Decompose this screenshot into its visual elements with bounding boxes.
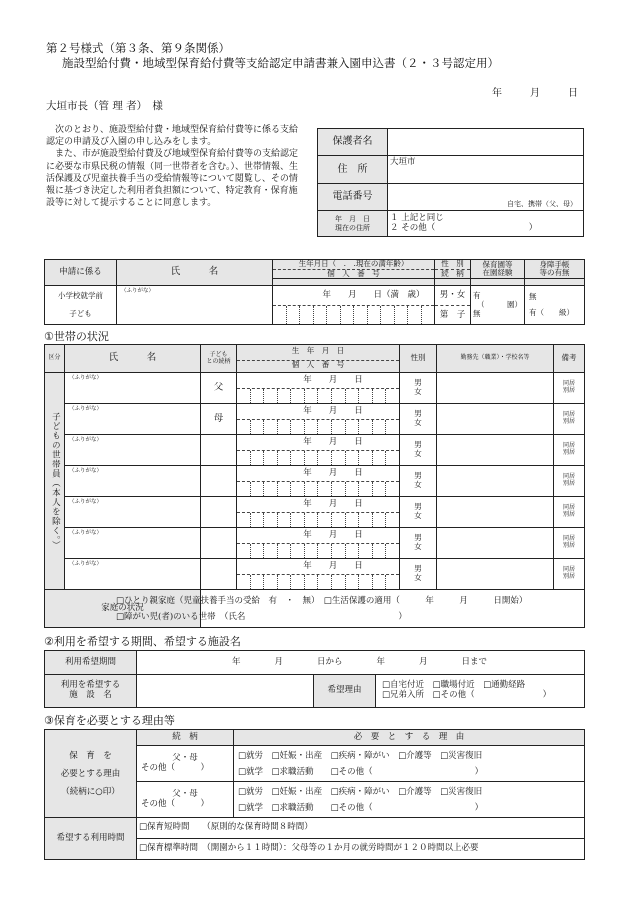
section-need-title: ③保育を必要とする理由等 <box>44 714 175 727</box>
family-status-line-1[interactable]: □ひとり親家庭（児童扶養手当の受給 有 ・ 無） □生活保護の適用（ 年 月 日開始） <box>116 595 528 606</box>
need-rel-1a[interactable]: 父・母 <box>172 752 198 763</box>
member-name-field[interactable] <box>65 497 201 528</box>
member-female[interactable]: 女 <box>414 387 422 396</box>
hours-label: 希望する利用時間 <box>45 818 137 860</box>
notebook-yes[interactable]: 有（ 級） <box>529 308 574 318</box>
member-birth-field[interactable]: 年 月 日 <box>303 561 363 571</box>
guardian-name-label: 保護者名 <box>318 129 388 156</box>
address-label: 住 所 <box>318 156 388 184</box>
family-status-line-2[interactable]: □障がい児(者)のいる世帯 （氏名 ） <box>116 611 407 622</box>
current-address-opt-other[interactable]: ２ その他（ ） <box>390 222 538 233</box>
member-separate[interactable]: 別居 <box>562 449 575 456</box>
period-table <box>44 650 585 708</box>
member-furigana: （ふりがな） <box>69 437 103 443</box>
child-birth-field[interactable]: 年 月 日（満 歳） <box>322 290 425 301</box>
member-rel-field[interactable]: 父 <box>201 373 237 404</box>
period-label: 利用希望期間 <box>45 651 137 675</box>
phone-note: 自宅、携帯（父、母） <box>507 199 577 208</box>
member-male[interactable]: 男 <box>414 502 422 512</box>
member-id-field[interactable] <box>237 512 399 527</box>
member-separate[interactable]: 別居 <box>562 542 575 549</box>
phone-field[interactable] <box>388 184 584 211</box>
member-name-field[interactable] <box>65 373 201 404</box>
member-name-field[interactable] <box>65 466 201 497</box>
facility-label-1: 利用を希望する <box>60 680 121 691</box>
member-same[interactable]: 同居 <box>562 535 575 543</box>
member-work-header: 勤務先（職業）・学校名等 <box>437 345 554 373</box>
member-same[interactable]: 同居 <box>562 380 575 388</box>
exp-yes[interactable]: 有 <box>473 291 481 301</box>
member-rel-header-1: 子ども <box>209 350 228 358</box>
member-birth-field[interactable]: 年 月 日 <box>303 375 363 385</box>
addressee: 大垣市長（管 理 者） 様 <box>46 100 163 112</box>
phone-label: 電話番号 <box>318 184 388 211</box>
member-work-field[interactable] <box>437 373 554 404</box>
child-furigana: （ふりがな） <box>121 288 155 295</box>
exp-header-1: 保育園等 <box>482 259 513 269</box>
date-day: 日 <box>568 88 578 99</box>
member-same[interactable]: 同居 <box>562 442 575 450</box>
child-table <box>44 259 585 325</box>
member-rel-header-2: との続柄 <box>206 357 231 365</box>
member-id-field[interactable] <box>237 419 399 434</box>
member-birth-field[interactable]: 年 月 日 <box>303 437 363 447</box>
member-furigana: （ふりがな） <box>69 561 103 567</box>
reason-line-2[interactable]: □兄弟入所 □その他（ ） <box>382 690 552 700</box>
member-separate[interactable]: 別居 <box>562 573 575 580</box>
member-rel-field[interactable] <box>201 528 237 559</box>
household-side-label: 子どもの世帯員（本人を除く。） <box>50 411 61 551</box>
child-sex-field[interactable]: 男・女 <box>439 290 466 301</box>
member-birth-field[interactable]: 年 月 日 <box>303 499 363 509</box>
need-rel-2b[interactable]: その他（ ） <box>141 798 210 809</box>
member-same[interactable]: 同居 <box>562 504 575 512</box>
current-address-label: 現在の住所 <box>335 223 370 232</box>
date-month: 月 <box>530 88 540 99</box>
guardian-name-field[interactable] <box>388 129 584 156</box>
member-sex-header: 性別 <box>400 345 437 373</box>
member-same[interactable]: 同居 <box>562 566 575 574</box>
household-row <box>45 404 585 435</box>
form-title: 施設型給付費・地域型保育給付費等支給認定申請書兼入園申込書（２・３号認定用） <box>62 56 499 70</box>
member-female[interactable]: 女 <box>414 418 422 427</box>
member-name-field[interactable] <box>65 528 201 559</box>
member-name-field[interactable] <box>65 559 201 590</box>
need-reason-header: 必 要 と す る 理 由 <box>234 730 585 746</box>
member-furigana: （ふりがな） <box>69 499 103 505</box>
member-id-header: 個 人 番 号 <box>237 360 399 370</box>
sex-header: 性 別 <box>441 259 464 268</box>
member-male[interactable]: 男 <box>414 564 422 574</box>
household-row <box>45 497 585 528</box>
reason-line-1[interactable]: □自宅付近 □職場付近 □通勤経路 <box>382 680 526 691</box>
current-address-opt-same[interactable]: １ 上記と同じ <box>390 212 444 223</box>
family-status-label: 家庭の状況 <box>45 590 201 628</box>
member-birth-field[interactable]: 年 月 日 <box>303 530 363 540</box>
member-male[interactable]: 男 <box>414 471 422 481</box>
member-male[interactable]: 男 <box>414 533 422 543</box>
member-work-field[interactable] <box>437 466 554 497</box>
member-name-header: 氏 名 <box>65 345 201 373</box>
facility-label-2: 施 設 名 <box>69 690 112 700</box>
section-household-title: ①世帯の状況 <box>44 330 109 343</box>
member-work-field[interactable] <box>437 528 554 559</box>
child-row-label-1: 小学校就学前 <box>58 290 103 300</box>
member-work-field[interactable] <box>437 404 554 435</box>
facility-field[interactable] <box>137 675 314 708</box>
exp-header-2: 在園経験 <box>482 268 513 278</box>
member-separate[interactable]: 別居 <box>562 418 575 425</box>
member-female[interactable]: 女 <box>414 449 422 458</box>
need-rel-2a[interactable]: 父・母 <box>172 788 198 799</box>
member-same[interactable]: 同居 <box>562 411 575 419</box>
household-row <box>45 559 585 590</box>
rel-header: 続 柄 <box>435 269 470 279</box>
member-female[interactable]: 女 <box>414 480 422 489</box>
need-table <box>44 729 585 860</box>
exp-paren: （ 園） <box>477 299 522 309</box>
child-id-field[interactable] <box>273 305 434 324</box>
exp-no[interactable]: 無 <box>473 308 481 318</box>
member-rel-field[interactable] <box>201 466 237 497</box>
apply-label: 申請に係る <box>45 260 117 286</box>
need-reason-1b[interactable]: □就学 □求職活動 □その他（ ） <box>238 766 484 777</box>
member-same[interactable]: 同居 <box>562 473 575 481</box>
member-male[interactable]: 男 <box>414 409 422 419</box>
member-rel-field[interactable] <box>201 559 237 590</box>
member-id-field[interactable] <box>237 450 399 465</box>
member-furigana: （ふりがな） <box>69 468 103 474</box>
household-table <box>44 344 585 628</box>
child-rel-field[interactable]: 第 子 <box>435 305 470 324</box>
need-left-2: 必要とする理由 <box>60 768 121 779</box>
need-reason-2b[interactable]: □就学 □求職活動 □その他（ ） <box>238 802 484 813</box>
form-number: 第２号様式（第３条、第９条関係） <box>46 41 230 55</box>
notebook-header-2: 等の有無 <box>539 268 570 278</box>
member-rel-field[interactable]: 母 <box>201 404 237 435</box>
child-name-header: 氏 名 <box>117 260 273 286</box>
household-row <box>45 528 585 559</box>
member-male[interactable]: 男 <box>414 378 422 388</box>
guardian-table <box>317 128 584 237</box>
child-name-field[interactable] <box>117 286 273 325</box>
consent-text: 次のとおり、施設型給付費・地域型保育給付費等に係る支給認定の申請及び入園の申し込みをします。 また、市が施設型給付費及び地域型保育給付費等の支給認定に必要な市県民税の情報（同一世帯者を含む。）、世帯情報、生活保護及び児童扶養手当の受給情報等について閲覧し、その情報に基づき決定した利用者負担額について、特定教育・保育施設等に対して提示することに同意します。 <box>46 125 299 209</box>
member-work-field[interactable] <box>437 559 554 590</box>
member-rel-field[interactable] <box>201 435 237 466</box>
id-header: 個 人 番 号 <box>273 269 434 279</box>
household-row <box>45 466 585 497</box>
hours-standard-option[interactable]: □保育標準時間 （開園から１１時間）：父母等の１か月の就労時間が１２０時間以上必要 <box>137 839 585 860</box>
member-work-field[interactable] <box>437 435 554 466</box>
member-separate[interactable]: 別居 <box>562 511 575 518</box>
current-address-date: 年 月 日 <box>335 215 370 224</box>
member-name-field[interactable] <box>65 404 201 435</box>
member-furigana: （ふりがな） <box>69 530 103 536</box>
address-field[interactable] <box>388 156 584 184</box>
member-separate[interactable]: 別居 <box>562 387 575 394</box>
member-female[interactable]: 女 <box>414 573 422 582</box>
need-reason-2a[interactable]: □就労 □妊娠・出産 □疾病・障がい □介護等 □災害復旧 <box>238 786 483 797</box>
member-id-field[interactable] <box>237 543 399 558</box>
need-rel-header: 続 柄 <box>137 730 234 746</box>
kubun-header: 区分 <box>45 345 65 373</box>
reason-label: 希望理由 <box>314 675 376 708</box>
household-row <box>45 373 585 404</box>
member-id-field[interactable] <box>237 574 399 589</box>
member-birth-field[interactable]: 年 月 日 <box>303 406 363 416</box>
date-year: 年 <box>492 88 502 99</box>
period-field[interactable]: 年 月 日から 年 月 日まで <box>137 651 585 675</box>
address-value: 大垣市 <box>390 157 416 167</box>
member-id-field[interactable] <box>237 481 399 496</box>
notebook-no[interactable]: 無 <box>529 291 537 301</box>
member-female[interactable]: 女 <box>414 511 422 520</box>
member-id-field[interactable] <box>237 388 399 403</box>
notebook-header-1: 身障手帳 <box>539 259 570 269</box>
member-furigana: （ふりがな） <box>69 375 103 381</box>
need-left-3: （続柄に○印） <box>61 786 120 797</box>
member-separate[interactable]: 別居 <box>562 480 575 487</box>
member-note-header: 備考 <box>554 345 585 373</box>
member-male[interactable]: 男 <box>414 440 422 450</box>
need-rel-1b[interactable]: その他（ ） <box>141 762 210 773</box>
member-furigana: （ふりがな） <box>69 406 103 412</box>
member-work-field[interactable] <box>437 497 554 528</box>
child-row-label-2: 子ども <box>69 309 92 319</box>
household-row <box>45 435 585 466</box>
section-period-title: ②利用を希望する期間、希望する施設名 <box>44 635 241 648</box>
member-name-field[interactable] <box>65 435 201 466</box>
member-female[interactable]: 女 <box>414 542 422 551</box>
member-birth-field[interactable]: 年 月 日 <box>303 468 363 478</box>
need-left-1: 保 育 を <box>69 750 112 761</box>
birth-header: 生年月日（ . .現在の満年齢） <box>298 259 409 268</box>
member-birth-header: 生 年 月 日 <box>291 346 345 356</box>
need-reason-1a[interactable]: □就労 □妊娠・出産 □疾病・障がい □介護等 □災害復旧 <box>238 750 483 761</box>
hours-short-option[interactable]: □保育短時間 （原則的な保育時間８時間） <box>137 818 585 839</box>
member-rel-field[interactable] <box>201 497 237 528</box>
